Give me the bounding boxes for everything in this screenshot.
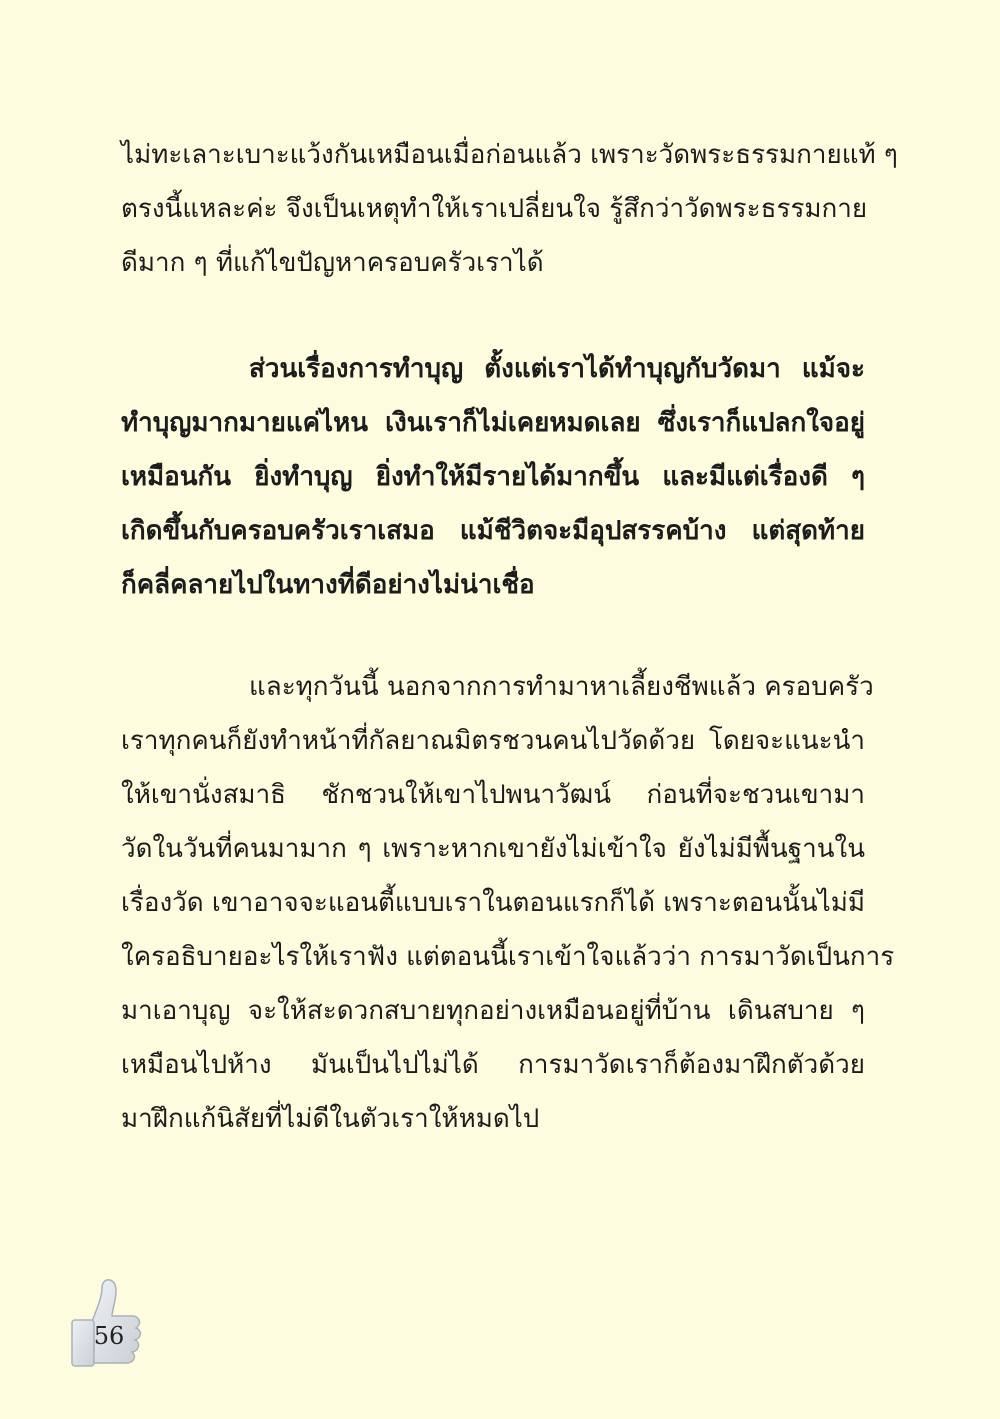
paragraph-line: เราทุกคนก็ยังทำหน้าที่กัลยาณมิตรชวนคนไปวัดด้วย โดยจะแนะนำ xyxy=(121,726,865,756)
paragraph-line: ใครอธิบายอะไรให้เราฟัง แต่ตอนนี้เราเข้าใจแล้วว่า การมาวัดเป็นการ xyxy=(121,942,895,972)
paragraph-line: เหมือนกัน ยิ่งทำบุญ ยิ่งทำให้มีรายได้มากขึ้น และมีแต่เรื่องดี ๆ xyxy=(121,462,865,492)
paragraph-line: และทุกวันนี้ นอกจากการทำมาหาเลี้ยงชีพแล้ว ครอบครัว xyxy=(249,672,874,702)
paragraph-3 xyxy=(121,660,895,1146)
paragraph-line: ทำบุญมากมายแค่ไหน เงินเราก็ไม่เคยหมดเลย ซึ่งเราก็แปลกใจอยู่ xyxy=(121,408,865,438)
paragraph-line: เกิดขึ้นกับครอบครัวเราเสมอ แม้ชีวิตจะมีอุปสรรคบ้าง แต่สุดท้าย xyxy=(121,516,865,546)
paragraph-1 xyxy=(121,128,898,290)
paragraph-line: ให้เขานั่งสมาธิ ชักชวนให้เขาไปพนาวัฒน์ ก่อนที่จะชวนเขามา xyxy=(121,780,865,810)
paragraph-line: วัดในวันที่คนมามาก ๆ เพราะหากเขายังไม่เข้าใจ ยังไม่มีพื้นฐานใน xyxy=(121,834,865,864)
paragraph-2 xyxy=(121,342,865,612)
page-number: 56 xyxy=(93,1322,125,1350)
paragraph-line: ไม่ทะเลาะเบาะแว้งกันเหมือนเมื่อก่อนแล้ว เพราะวัดพระธรรมกายแท้ ๆ xyxy=(121,140,898,170)
paragraph-line: ตรงนี้แหละค่ะ จึงเป็นเหตุทำให้เราเปลี่ยนใจ รู้สึกว่าวัดพระธรรมกาย xyxy=(121,194,868,224)
paragraph-line: มาฝึกแก้นิสัยที่ไม่ดีในตัวเราให้หมดไป xyxy=(121,1104,540,1134)
paragraph-line: มาเอาบุญ จะให้สะดวกสบายทุกอย่างเหมือนอยู่ที่บ้าน เดินสบาย ๆ xyxy=(121,996,865,1026)
paragraph-line: ดีมาก ๆ ที่แก้ไขปัญหาครอบครัวเราได้ xyxy=(121,248,544,278)
paragraph-line: ส่วนเรื่องการทำบุญ ตั้งแต่เราได้ทำบุญกับวัดมา แม้จะ xyxy=(249,354,865,384)
paragraph-line: เรื่องวัด เขาอาจจะแอนตี้แบบเราในตอนแรกก็ได้ เพราะตอนนั้นไม่มี xyxy=(121,888,865,918)
paragraph-line: ก็คลี่คลายไปในทางที่ดีอย่างไม่น่าเชื่อ xyxy=(121,570,535,600)
paragraph-line: เหมือนไปห้าง มันเป็นไปไม่ได้ การมาวัดเราก็ต้องมาฝึกตัวด้วย xyxy=(121,1050,865,1080)
